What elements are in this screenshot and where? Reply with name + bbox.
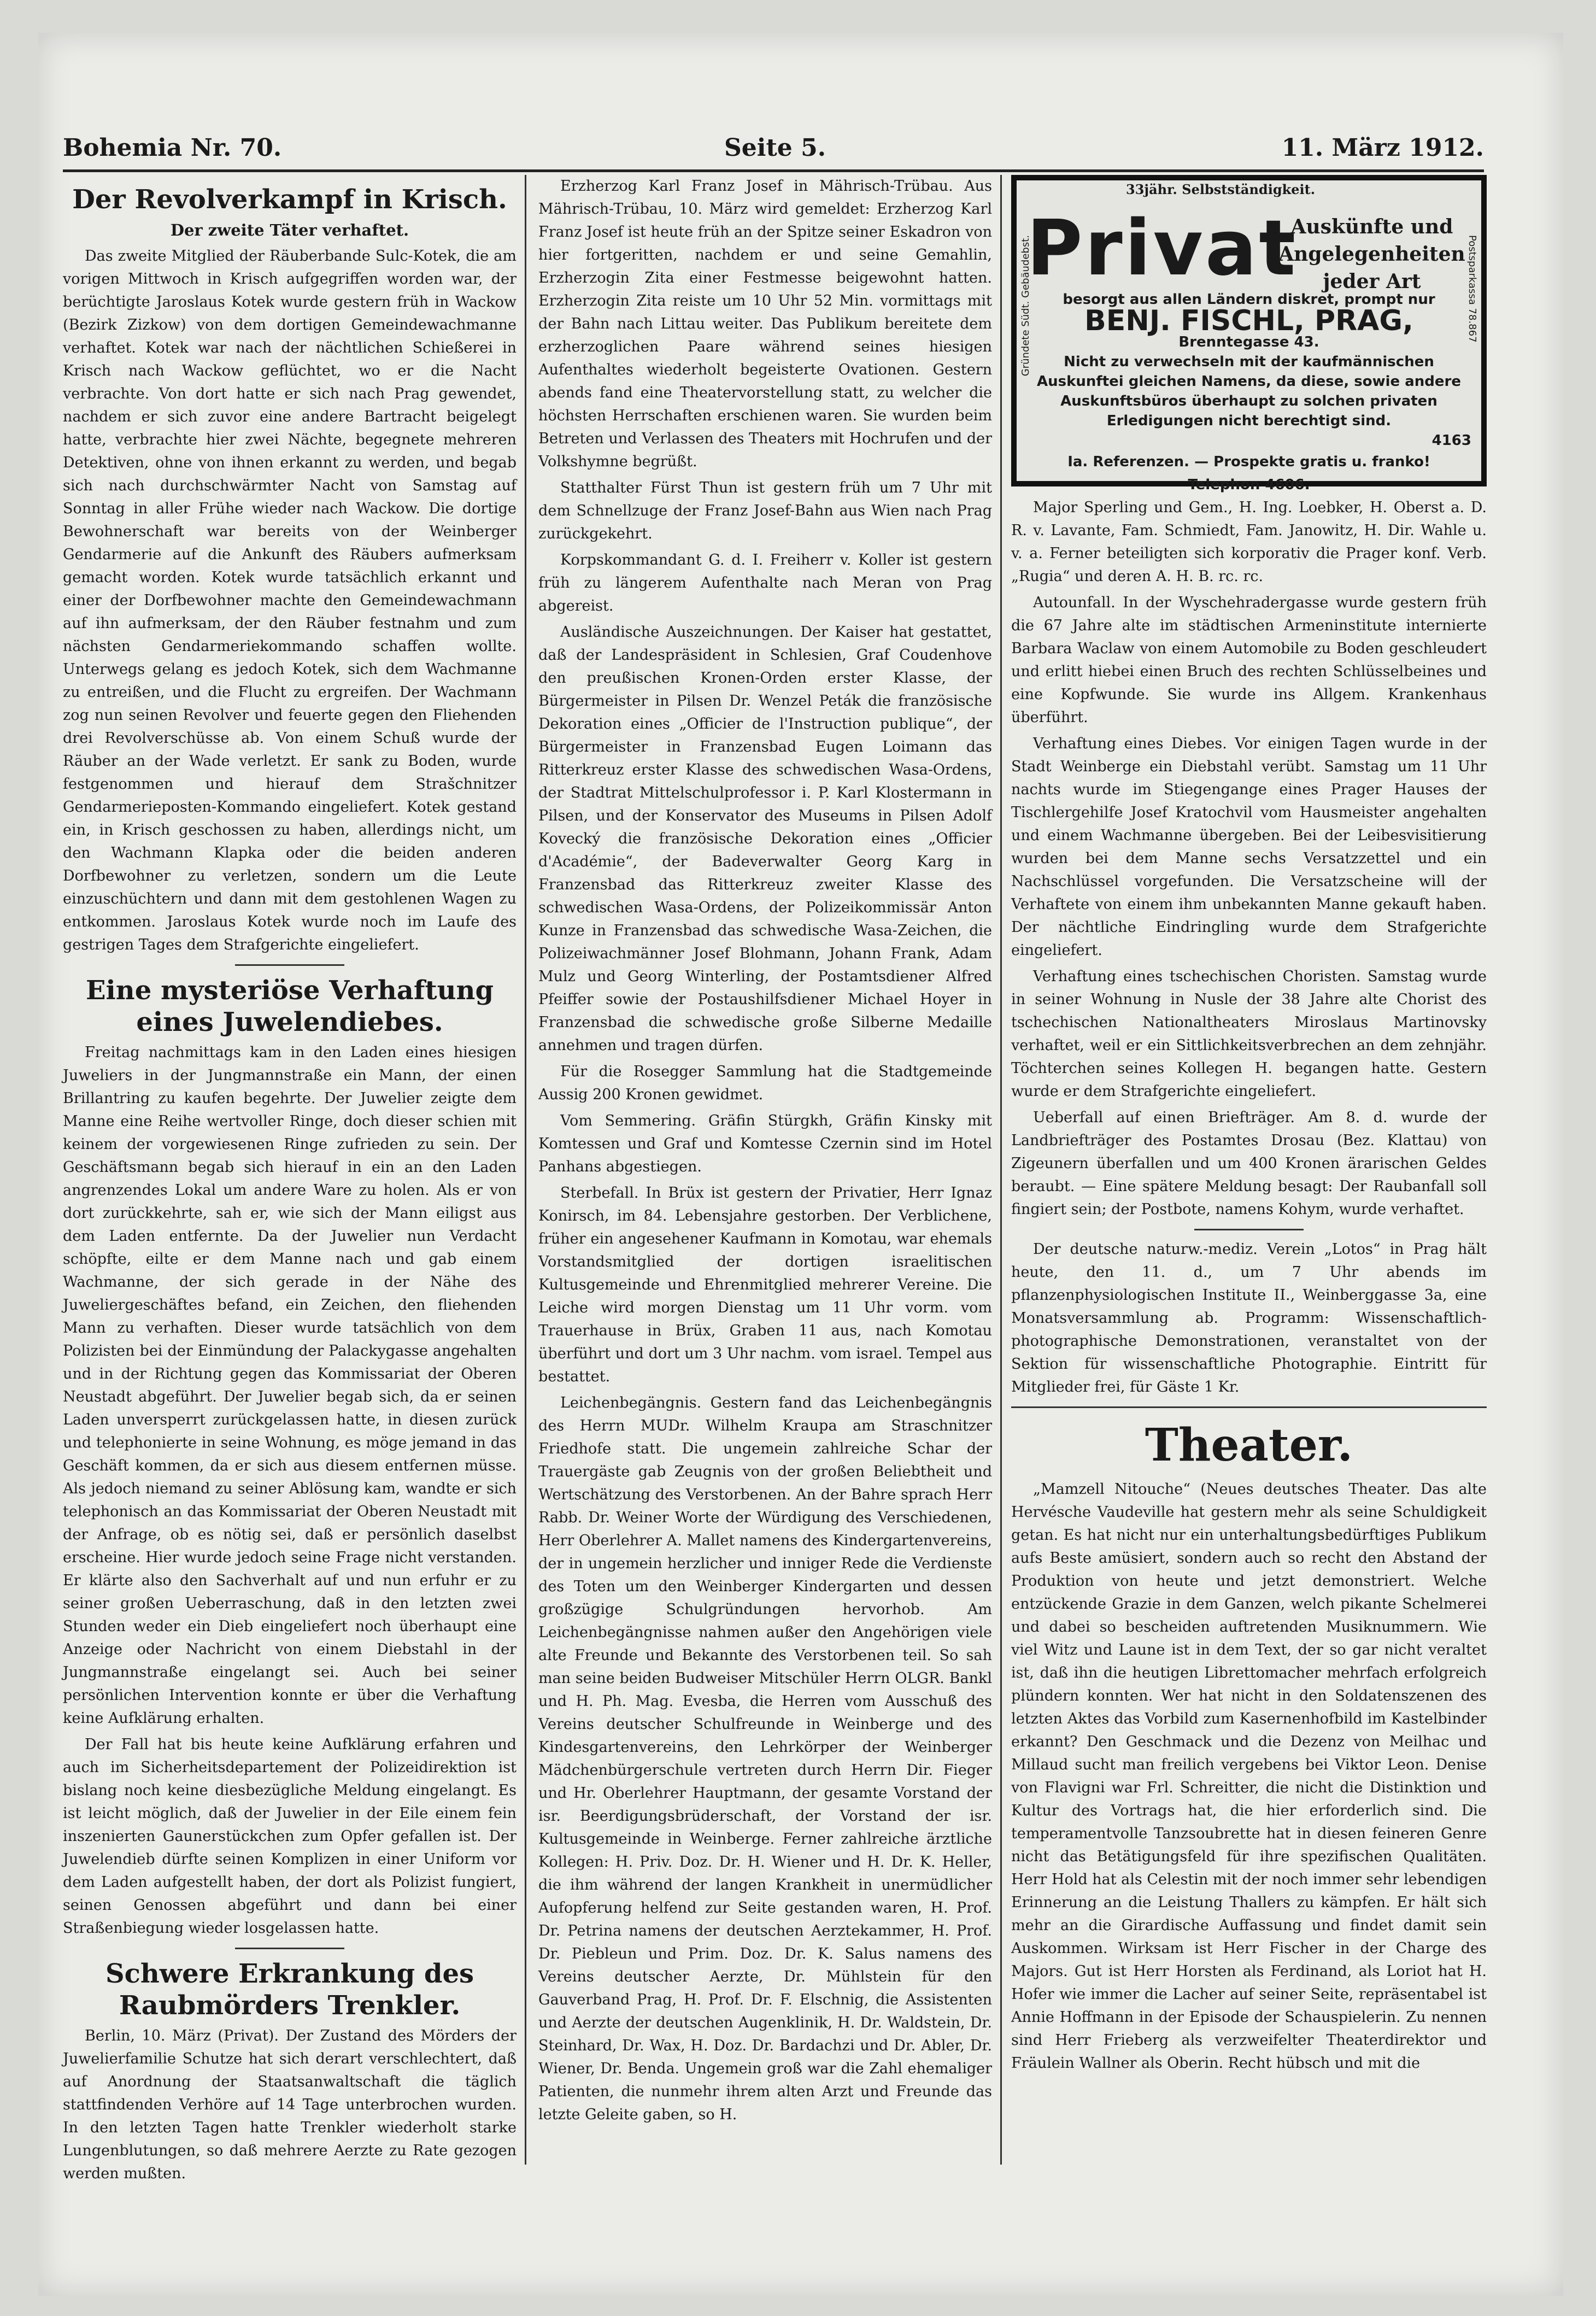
article-paragraph: Berlin, 10. März (Privat). Der Zustand des Mörders der Juwelierfamilie Schutze hat sich derart verschlechtert, daß auf Anordnung der Staatsanwaltschaft die täglich stattfindenden Verhöre auf 14 Tage unterbrochen wurden. In den letzten Tagen hatte Trenkler wiederholt starke Lungenblutungen, so daß mehrere Aerzte zu Rate gezogen werden mußten. [63, 2027, 517, 2182]
issue-date: 11. März 1912. [1281, 134, 1484, 162]
header-rule [63, 169, 1484, 172]
column-rule-1 [525, 175, 526, 2165]
ad-tag: 33jähr. Selbstständigkeit. [1126, 181, 1316, 197]
news-item: Leichenbegängnis. Gestern fand das Leichenbegängnis des Herrn MUDr. Wilhelm Kraupa am Straschnitzer Friedhofe statt. Die ungemein zahlreiche Schar der Trauergäste gab Zeugnis von der großen Beliebtheit und Wertschätzung des Verstorbenen. An der Bahre sprach Herr Rabb. Dr. Weiner Worte der Würdigung des Verschiedenen, Herr Oberlehrer A. Mallet namens des Kindergartenvereins, der in ungemein herzlicher und inniger Rede die Verdienste des Toten um den Weinberger Kindergarten und dessen großzügige Schulgründungen hervorhob. Am Leichenbegängnisse nahmen außer den Angehörigen viele alte Freunde und Bekannte des Verstorbenen teil. So sah man seine beiden Budweiser Mitschüler Herrn OLGR. Bankl und H. Ph. Mag. Evesba, die Herren vom Ausschuß des Vereins deutscher Schulfreunde in Weinberge und des Kindesgartenvereins, den Lehrkörper der Weinberger Mädchenbürgerschule vertreten durch Herrn Dir. Fieger und Hr. Oberlehrer Hauptmann, der gesamte Vorstand der isr. Beerdigungsbrüderschaft, der Vorstand der isr. Kultusgemeinde in Weinberge. Ferner zahlreiche ärztliche Kollegen: H. Priv. Doz. Dr. H. Wiener und H. Dr. K. Heller, die ihm während der langen Krankheit in unermüdlicher Aufopferung helfend zur Seite gestanden waren, H. Prof. Dr. Petrina namens der deutschen Aerztekammer, H. Prof. Dr. Piebleun und Prim. Doz. Dr. K. Salus namens des Vereins deutscher Aerzte, Dr. Mühlstein für den Gauverband Prag, H. Prof. Dr. F. Elschnig, die Assistenten und Aerzte der deutschen Augenklinik, H. Dr. Waldstein, Dr. Steinhard, Dr. Wax, H. Doz. Dr. Bardachzi und Dr. Abler, Dr. Wiener, Dr. Benda. Ungemein groß war die Zahl ehemaliger Patienten, die nunmehr ihrem alten Arzt und Freunde das letzte Geleite gaben, so H. [538, 1394, 992, 2123]
news-item: Vom Semmering. Gräfin Stürgkh, Gräfin Kinsky mit Komtessen und Graf und Komtesse Czernin sind im Hotel Panhans abgestiegen. [538, 1112, 992, 1175]
divider [1011, 1406, 1487, 1408]
article-paragraph: Freitag nachmittags kam in den Laden eines hiesigen Juweliers in der Jungmannstraße ein Mann, der einen Brillantring zu kaufen begehrte. Der Juwelier zeigte dem Manne eine Reihe wertvoller Ringe, doch dieser schien mit keinem der vorgewiesenen Ringe zufrieden zu sein. Der Geschäftsmann begab sich hierauf in ein an den Laden angrenzendes Lokal um andere Ware zu holen. Als er von dort zurückkehrte, sah er, wie sich der Mann eiligst aus dem Laden entfernte. Da der Juwelier nun Verdacht schöpfte, eilte er dem Manne nach und gab einem Wachmanne, der sich gerade in der Nähe des Juweliergeschäftes befand, ein Zeichen, den fliehenden Mann zu verhaften. Dieser wurde tatsächlich von dem Polizisten bei der Einmündung der Palackygasse angehalten und in der Richtung gegen das Kommissariat der Oberen Neustadt abgeführt. Der Juwelier begab sich, da er seinen Laden unversperrt zurückgelassen hatte, in diesen zurück und telephonierte in seine Wohnung, es möge jemand in das Geschäft kommen, da er sich aus diesem entfernen müsse. Als jedoch niemand zu seiner Ablösung kam, wandte er sich telephonisch an das Kommissariat der Oberen Neustadt mit der Anfrage, ob es nötig sei, daß er persönlich daselbst erscheine. Hier wurde jedoch seine Frage nicht verstanden. Er klärte also den Sachverhalt auf und nun erfuhr er zu seiner großen Ueberraschung, daß in den letzten zwei Stunden weder ein Dieb eingeliefert noch überhaupt eine Anzeige oder Nachricht von einem Diebstahl in der Jungmannstraße eingelangt sei. Auch bei seiner persönlichen Intervention konnte er über die Verhaftung keine Aufklärung erhalten. [63, 1044, 517, 1727]
article-subtitle: Der zweite Täter verhaftet. [170, 221, 409, 239]
ad-telephone: Telephon 4606. [1188, 477, 1310, 493]
article-paragraph: Der Fall hat bis heute keine Aufklärung erfahren und auch im Sicherheitsdepartement der Polizeidirektion ist bislang noch keine diesbezügliche Meldung eingelangt. Es ist leicht möglich, daß der Juwelier in der Eile einem fein inszenierten Gaunerstückchen zum Opfer gefallen ist. Der Juwelendieb dürfte seinen Komplizen in einer Uniform vor dem Laden aufgestellt haben, der dort als Polizist fungiert, seinen Genossen abgeführt und dann bei einer Straßenbiegung wieder losgelassen hatte. [63, 1736, 517, 1937]
ad-number: 4163 [1431, 432, 1471, 449]
news-item: Statthalter Fürst Thun ist gestern früh um 7 Uhr mit dem Schnellzuge der Franz Josef-Bahn aus Wien nach Prag zurückgekehrt. [538, 479, 992, 542]
column-3 [1011, 175, 1487, 2078]
column-2 [538, 175, 992, 2130]
ad-brand: Privat [1026, 204, 1298, 293]
news-item: Major Sperling und Gem., H. Ing. Loebker, H. Oberst a. D. R. v. Lavante, Fam. Schmiedt, Fam. Janowitz, H. Dir. Wahle u. v. a. Ferner beteiligten sich korporativ die Prager konf. Verb. „Rugia“ und deren A. H. B. rc. rc. [1011, 499, 1487, 585]
news-item: Der deutsche naturw.-mediz. Verein „Lotos“ in Prag hält heute, den 11. d., um 7 Uhr abends im pflanzenphysiologischen Institute II., Weinberggasse 3a, eine Monatsversammlung ab. Programm: Wissenschaftlich-photographische Demonstrationen, veranstaltet von der Sektion für wissenschaftliche Photographie. Eintritt für Mitglieder frei, für Gäste 1 Kr. [1011, 1241, 1487, 1396]
news-item: Erzherzog Karl Franz Josef in Mährisch-Trübau. Aus Mährisch-Trübau, 10. März wird gemeldet: Erzherzog Karl Franz Josef ist heute früh an der Spitze seiner Eskadron von hier fortgeritten, nachdem er und seine Gemahlin, Erzherzogin Zita einer Festmesse beigewohnt hatten. Erzherzogin Zita reiste um 10 Uhr 52 Min. vormittags mit der Bahn nach Littau weiter. Das Publikum bereitete dem erzherzoglichen Paare während seines hiesigen Aufenthaltes wiederholt begeisterte Ovationen. Gestern abends fand eine Theatervorstellung statt, zu welcher die höchsten Herrschaften erschienen waren. Sie wurden beim Betreten und Verlassen des Theaters mit Hochrufen und der Volkshymne begrüßt. [538, 178, 992, 470]
review-paragraph: „Mamzell Nitouche“ (Neues deutsches Theater. Das alte Hervésche Vaudeville hat gestern mehr als seine Schuldigkeit getan. Es hat nicht nur ein unterhaltungsbedürftiges Publikum aufs Beste amüsiert, sondern auch so recht den Abstand der Produktion von heute und jetzt demonstriert. Welche entzückende Grazie in dem Ganzen, welch pikante Schelmerei und dabei so bescheiden auftretenden Musiknummern. Wie viel Witz und Laune ist in dem Text, der so gar nicht veraltet ist, daß ihn die heutigen Librettomacher mehrfach erfolgreich plündern konnten. Wer hat nicht in den Soldatenszenen des letzten Aktes das Vorbild zum Kasernenhofbild im Kastelbinder erkannt? Den Geschmack und die Dezenz von Meilhac und Millaud sucht man freilich vergebens bei Viktor Leon. Denise von Flavigni war Frl. Schreitter, die nicht die Distinktion und Kultur des Vortrags hat, die hier erforderlich sind. Die temperamentvolle Tanzsoubrette hat in diesen feineren Genre nicht das Betätigungsfeld für ihre spezifischen Qualitäten. Herr Hold hat als Celestin mit der noch immer sehr lebendigen Erinnerung an die Leistung Thallers zu kämpfen. Er hält sich mehr an die Girardische Auffassung und findet damit sein Auskommen. Wirksam ist Herr Fischer in der Charge des Majors. Gut ist Herr Horsten als Ferdinand, als Loriot hat H. Hofer wie immer die Lacher auf seiner Seite, repräsentabel ist Annie Hoffmann in der Episode der Schauspielerin. Zu nennen sind Herr Frieberg als verzweifelter Theaterdirektor und Fräulein Wallner als Oberin. Recht hübsch und mit die [1011, 1481, 1487, 2072]
ad-side-text: Postsparkassa 78.867 [1466, 235, 1478, 343]
news-item: Autounfall. In der Wyschehradergasse wurde gestern früh die 67 Jahre alte im städtischen Armeninstitute internierte Barbara Waclaw von einem Automobile zu Boden geschleudert und erlitt hiebei einen Bruch des rechten Schlüsselbeines und eine Kopfwunde. Sie wurde ins Allgem. Krankenhaus überführt. [1011, 594, 1487, 726]
section-title: Theater. [1145, 1419, 1353, 1471]
divider [1194, 1229, 1304, 1230]
news-item: Sterbefall. In Brüx ist gestern der Privatier, Herr Ignaz Konirsch, im 84. Lebensjahre gestorben. Der Verblichene, früher ein angesehener Kaufmann in Komotau, war ehemals Vorstandsmitglied der dortigen israelitischen Kultusgemeinde und Ehrenmitglied mehrerer Vereine. Die Leiche wird morgen Dienstag um 11 Uhr vorm. vom Trauerhause in Brüx, Graben 11 aus, nach Komotau überführt und dort um 3 Uhr nachm. vom israel. Tempel aus bestattet. [538, 1185, 992, 1385]
column-rule-2 [1000, 175, 1002, 2165]
ad-service-line: jeder Art [1323, 270, 1421, 293]
ad-side-text: Gründete Südt. Gebäudebst. [1020, 235, 1031, 377]
news-item: Für die Rosegger Sammlung hat die Stadtgemeinde Aussig 200 Kronen gewidmet. [538, 1063, 992, 1103]
divider [235, 964, 344, 966]
ad-line: besorgt aus allen Ländern diskret, prompt nur [1063, 291, 1435, 308]
article-title: Der Revolverkampf in Krisch. [72, 184, 507, 215]
article-paragraph: Das zweite Mitglied der Räuberbande Sulc-Kotek, die am vorigen Mittwoch in Krisch aufgegriffen worden war, der berüchtigte Jaroslaus Kotek wurde gestern früh in Wackow (Bezirk Zizkow) von dem dortigen Gemeindewachmanne verhaftet. Kotek war nach der nächtlichen Schießerei in Krisch nach Wackow geflüchtet, wo er die Nacht verbrachte. Von dort hatte er sich nach Prag gewendet, nachdem er sich zuvor eine andere Bartracht beigelegt hatte, verbrachte hier zwei Nächte, begegnete mehreren Detektiven, ohne von ihnen erkannt zu werden, und begab sich nach durchschwärmter Nacht von Samstag auf Sonntag in aller Frühe wieder nach Wackow. Die dortige Bewohnerschaft war bereits von der Weinberger Gendarmerie auf die Ankunft des Räubers aufmerksam gemacht worden. Kotek wurde tatsächlich erkannt und einer der Dorfbewohner machte den Gemeindewachmann auf ihn aufmerksam, der den Räuber festnahm und zum nächsten Gendarmeriekommando schaffen wollte. Unterwegs gelang es jedoch Kotek, sich dem Wachmanne zu entreißen, und die Flucht zu ergreifen. Der Wachmann zog nun seinen Revolver und feuerte gegen den Fliehenden drei Revolverschüsse ab. Von einem Schuß wurde der Räuber an der Wade verletzt. Er sank zu Boden, wurde festgenommen und hierauf dem Strašchnitzer Gendarmerieposten-Kommando eingeliefert. Kotek gestand ein, in Krisch geschossen zu haben, allerdings nicht, um den Wachmann Klapka oder die beiden anderen Dorfbewohner zu verletzen, sondern um die Leute einzuschüchtern und dann mit dem gestohlenen Wagen zu entkommen. Jaroslaus Kotek wurde noch im Laufe des gestrigen Tages dem Strafgerichte eingeliefert. [63, 248, 517, 953]
issue-number: Bohemia Nr. 70. [63, 134, 282, 162]
news-item: Verhaftung eines Diebes. Vor einigen Tagen wurde in der Stadt Weinberge ein Diebstahl verübt. Samstag um 11 Uhr nachts wurde im Stiegengange eines Prager Hauses der Tischlergehilfe Josef Kratochvil vom Hausmeister angehalten und einem Wachmanne übergeben. Bei der Leibesvisitierung wurden bei dem Manne sechs Versatzzettel und ein Nachschlüssel vorgefunden. Die Versatzscheine will der Verhaftete von einem ihm unbekannten Manne gekauft haben. Der nächtliche Eindringling wurde dem Strafgerichte eingeliefert. [1011, 735, 1487, 959]
page-number: Seite 5. [724, 134, 826, 162]
ad-services [1274, 213, 1470, 295]
ad-service-line: Auskünfte und [1290, 215, 1453, 238]
divider [235, 1948, 344, 1949]
article-title: Eine mysteriöse Verhaftung eines Juwelendiebes. [85, 975, 494, 1037]
ad-address: Brenntegasse 43. [1178, 334, 1319, 350]
news-item: Verhaftung eines tschechischen Choristen. Samstag wurde in seiner Wohnung in Nusle der 38 Jahre alte Chorist des tschechischen Nationaltheaters Miroslaus Martinovsky verhaftet, weil er ein Sittlichkeitsverbrechen an dem zehnjähr. Töchterchen seines Kollegen H. begangen hatte. Gestern wurde er dem Strafgerichte eingeliefert. [1011, 968, 1487, 1100]
page-header [63, 123, 1484, 172]
ad-company-name: BENJ. FISCHL, PRAG, [1084, 304, 1413, 337]
news-item: Korpskommandant G. d. I. Freiherr v. Koller ist gestern früh zu längerem Aufenthalte nach Meran von Prag abgereist. [538, 552, 992, 614]
column-1 [63, 175, 517, 2189]
article-title: Schwere Erkrankung des Raubmörders Trenkler. [105, 1959, 474, 2021]
ad-references: Ia. Referenzen. — Prospekte gratis u. franko! [1067, 454, 1430, 470]
ad-service-line: Angelegenheiten [1278, 243, 1465, 266]
news-item: Ausländische Auszeichnungen. Der Kaiser hat gestattet, daß der Landespräsident in Schlesien, Graf Coudenhove den preußischen Kronen-Orden erster Klasse, der Bürgermeister in Pilsen Dr. Wenzel Peták die französische Dekoration eines „Officier de l'Instruction publique“, der Bürgermeister in Franzensbad Eugen Loimann das Ritterkreuz erster Klasse des schwedischen Wasa-Ordens, der Stadtrat Mittelschulprofessor i. P. Karl Klostermann in Pilsen, und der Konservator des Museums in Pilsen Adolf Kovecký die französische Dekoration eines „Officier d'Académie“, der Badeverwalter Georg Karg in Franzensbad das Ritterkreuz zweiter Klasse des schwedischen Wasa-Ordens, der Polizeikommissär Anton Kunze in Franzensbad das schwedische Wasa-Zeichen, die Polizeiwachmänner Josef Blohmann, Johann Frank, Adam Mulz und Georg Winterling, der Postamtsdiener Alfred Pfeiffer sowie der Postaushilfsdiener Michael Hoyer in Franzensbad die schwedische große Silberne Medaille annehmen und tragen dürfen. [538, 624, 992, 1054]
news-item: Ueberfall auf einen Briefträger. Am 8. d. wurde der Landbriefträger des Postamtes Drosau (Bez. Klattau) von Zigeunern überfallen und um 400 Kronen ärarischen Geldes beraubt. — Eine spätere Meldung besagt: Der Raubanfall soll fingiert sein; der Postbote, namens Kohym, wurde verhaftet. [1011, 1109, 1487, 1218]
ad-disclaimer: Nicht zu verwechseln mit der kaufmännischen Auskunftei gleichen Namens, da diese, sowie andere Auskunftsbüros überhaupt zu solchen privaten Erledigungen nicht berechtigt sind. [1036, 354, 1461, 429]
advertisement [1011, 175, 1487, 493]
